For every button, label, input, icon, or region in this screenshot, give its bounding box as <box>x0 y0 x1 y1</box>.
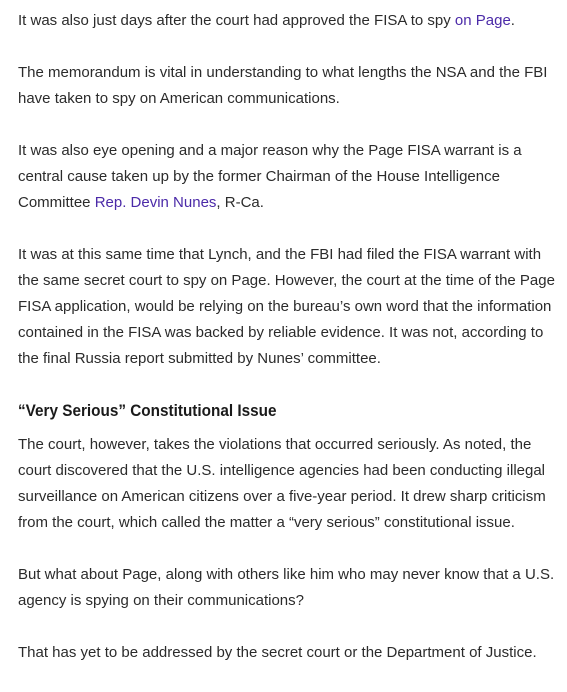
paragraph-3-end: , R-Ca. <box>216 194 264 211</box>
on-page-link[interactable]: on Page <box>454 12 511 29</box>
paragraph-6: But what about Page, along with others like him who may never know that a U.S. agency is spying on their communications? <box>18 566 555 609</box>
section-heading: “Very Serious” Constitutional Issue <box>18 401 277 420</box>
article-body <box>18 8 558 692</box>
paragraph-7: That has yet to be addressed by the secret court or the Department of Justice. <box>18 644 537 661</box>
paragraph-1 <box>18 8 558 34</box>
devin-nunes-link[interactable]: Rep. Devin Nunes <box>94 194 217 211</box>
paragraph-3-text: It was also eye opening and a major reason why the Page FISA warrant is a central cause taken up by the former Chairman of the House Intelligence Committee <box>18 142 522 211</box>
paragraph-3 <box>18 138 558 216</box>
paragraph-1-end: . <box>510 12 515 29</box>
paragraph-1-text: It was also just days after the court had approved the FISA to spy <box>18 12 455 29</box>
paragraph-5: The court, however, takes the violations that occurred seriously. As noted, the court discovered that the U.S. intelligence agencies had been conducting illegal surveillance on American citizens over a five-year period. It drew sharp criticism from the court, which called the matter a “very serious” constitutional issue. <box>18 436 546 531</box>
paragraph-2: The memorandum is vital in understanding to what lengths the NSA and the FBI have taken to spy on American communications. <box>18 64 548 107</box>
paragraph-4: It was at this same time that Lynch, and the FBI had filed the FISA warrant with the same secret court to spy on Page. However, the court at the time of the Page FISA application, would be relying on the bureau’s own word that the information contained in the FISA was backed by reliable evidence. It was not, according to the final Russia report submitted by Nunes’ committee. <box>18 246 555 367</box>
